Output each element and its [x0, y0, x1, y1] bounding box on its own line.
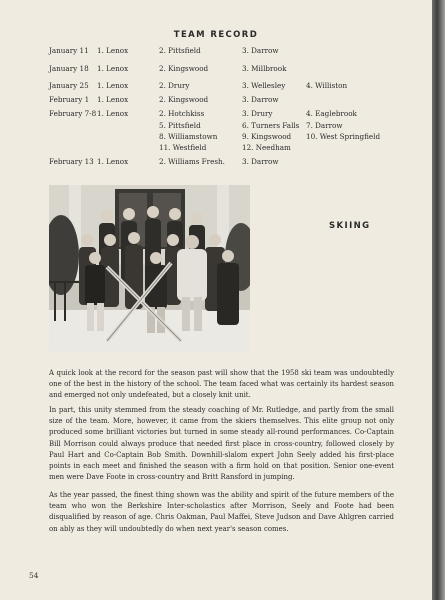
record-placing: 4. Eaglebrook: [306, 109, 357, 118]
record-placing: 1. Lenox: [97, 95, 129, 104]
record-placing: 1. Lenox: [97, 64, 129, 73]
record-placing: 1. Lenox: [97, 157, 129, 166]
record-placing: 4. Williston: [306, 81, 348, 90]
record-row: [0, 63, 432, 74]
record-date: February 7-8: [49, 109, 97, 118]
record-row: [0, 131, 432, 142]
record-placing: 5. Pittsfield: [159, 121, 201, 130]
record-date: January 11: [49, 46, 89, 55]
record-placing: 3. Darrow: [242, 95, 279, 104]
record-placing: 3. Wellesley: [242, 81, 286, 90]
record-placing: 2. Drury: [159, 81, 190, 90]
record-placing: 1. Lenox: [97, 46, 129, 55]
record-row: [0, 142, 432, 153]
record-row: [0, 120, 432, 131]
record-row: [0, 156, 432, 167]
record-row: [0, 45, 432, 56]
record-placing: 2. Pittsfield: [159, 46, 201, 55]
record-placing: 12. Needham: [242, 143, 291, 152]
record-placing: 6. Turners Falls: [242, 121, 300, 130]
record-placing: 1. Lenox: [97, 81, 129, 90]
record-date: January 18: [49, 64, 89, 73]
section-title: SKIING: [329, 221, 371, 231]
paragraph-2: In part, this unity stemmed from the steady coaching of Mr. Rutledge, and partly from the small size of the team. More, however, it came from the skiers themselves. This elite group not only produced some brilliant victories but turned in some steady all-round performances. Co-Captain Bill Morrison could always produce that needed first place in cross-country, followed closely by Paul Hart and Co-Captain Bob Smith. Downhill-slalom expert John Seely added his first-place points in each meet and finished the season with a firm hold on that position. Senior one-event men were Dave Foote in cross-country and Britt Ransford in jumping.: [49, 406, 394, 482]
record-placing: 10. West Springfield: [306, 132, 381, 141]
team-record-title: TEAM RECORD: [173, 30, 259, 40]
record-placing: 1. Lenox: [97, 109, 129, 118]
record-placing: 3. Millbrook: [242, 64, 287, 73]
adjacent-page-edge: [432, 0, 445, 600]
record-placing: 8. Williamstown: [159, 132, 218, 141]
record-row: [0, 108, 432, 119]
record-placing: 2. Hotchkiss: [159, 109, 205, 118]
page-number: 54: [29, 571, 39, 580]
record-placing: 2. Kingswood: [159, 95, 209, 104]
record-placing: 11. Westfield: [159, 143, 207, 152]
record-date: February 1: [49, 95, 90, 104]
record-row: [0, 94, 432, 105]
team-photo: [49, 185, 250, 351]
record-date: January 25: [49, 81, 89, 90]
record-placing: 7. Darrow: [306, 121, 343, 130]
record-placing: 3. Drury: [242, 109, 273, 118]
record-placing: 2. Williams Fresh.: [159, 157, 225, 166]
record-placing: 3. Darrow: [242, 157, 279, 166]
record-placing: 9. Kingswood: [242, 132, 292, 141]
paragraph-3: As the year passed, the finest thing shown was the ability and spirit of the future members of the team who won the Berkshire Inter-scholastics after Morrison, Seely and Foote had been disqualified by reason of age. Chris Oakman, Paul Maffei, Steve Judson and Dave Ahlgren carried on ably as they will undoubtedly do when next year's season comes.: [49, 491, 394, 533]
record-placing: 2. Kingswood: [159, 64, 209, 73]
record-date: February 13: [49, 157, 94, 166]
record-row: [0, 80, 432, 91]
record-placing: 3. Darrow: [242, 46, 279, 55]
paragraph-1: A quick look at the record for the season past will show that the 1958 ski team was undoubtedly one of the best in the history of the school. The team faced what was certainly its hardest season and emerged not only undefeated, but a closely knit unit.: [49, 369, 394, 400]
